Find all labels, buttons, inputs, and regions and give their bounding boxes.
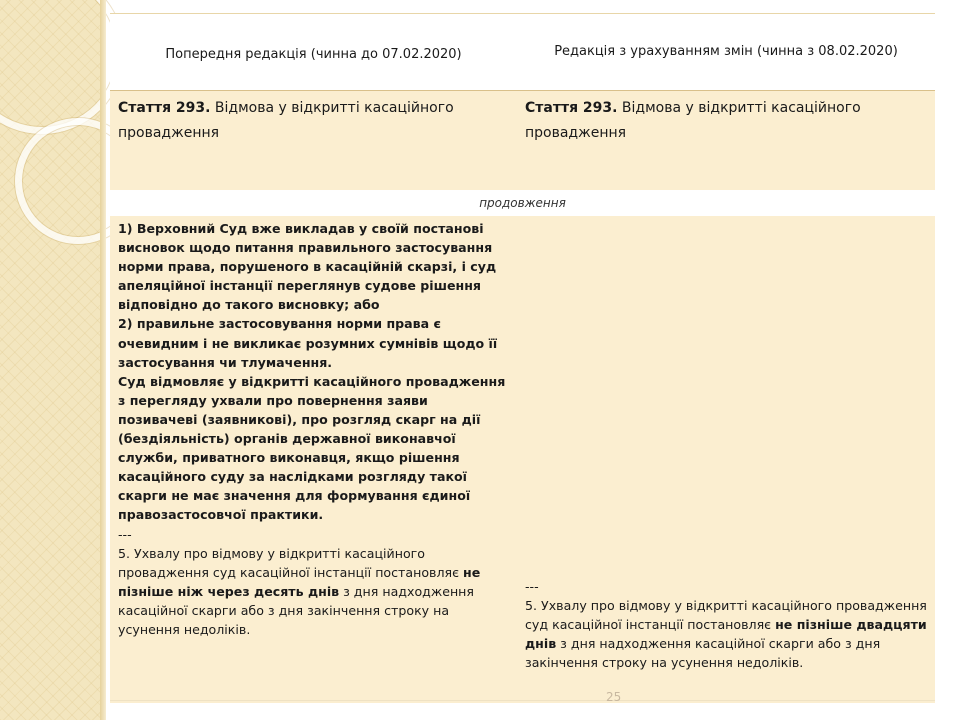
paragraph-5-end: з дня надходження касаційної скарги або з дня закінчення строку на усунення недоліків.	[118, 583, 474, 637]
omission-separator: ---	[118, 526, 132, 542]
paragraph-2: 2) правильне застосовування норми права є очевидним і не викликає розумних сумнівів щодо її застосування чи тлумачення.	[118, 316, 498, 370]
article-name: Відмова у відкритті касаційного провадження	[525, 100, 861, 141]
article-title-right	[517, 91, 935, 190]
bottom-divider	[110, 700, 935, 701]
paragraph-5-term: не пізніше двадцяти днів	[525, 617, 927, 652]
paragraph-5	[118, 544, 509, 639]
paragraph-5-end: з дня надходження касаційної скарги або з дня закінчення строку на усунення недоліків.	[525, 636, 881, 671]
article-body-right	[517, 216, 935, 703]
article-number: Стаття 293.	[525, 100, 618, 116]
comparison-table	[110, 13, 935, 703]
article-body-left	[110, 216, 517, 703]
article-title-row	[110, 90, 935, 190]
header-previous-edition: Попередня редакція (чинна до 07.02.2020)	[165, 47, 462, 62]
paragraph-5-start: 5. Ухвалу про відмову у відкритті касаційного провадження суд касаційної інстанції постановляє	[525, 598, 927, 633]
page-number: 25	[606, 690, 622, 704]
paragraph-3: Суд відмовляє у відкритті касаційного провадження з перегляду ухвали про повернення заяви позивачеві (заявникові), про розгляд скарг на дії (бездіяльність) органів державної виконавчої служби, приватного виконавця, якщо рішення касаційного суду за наслідками розгляду такої скарги не має значення для формування єдиної правозастосовчої практики.	[118, 373, 506, 523]
table-header-row	[110, 13, 935, 90]
omission-separator: ---	[525, 579, 539, 594]
article-name: Відмова у відкритті касаційного провадження	[118, 100, 454, 141]
paragraph-5-start: 5. Ухвалу про відмову у відкритті касаційного провадження суд касаційної інстанції постановляє	[118, 545, 464, 580]
article-title-left	[110, 91, 517, 190]
article-body-row	[110, 216, 935, 703]
paragraph-5	[525, 596, 927, 672]
paragraph-1: 1) Верховний Суд вже викладав у своїй постанові висновок щодо питання правильного застосування норми права, порушеного в касаційній скарзі, і суд апеляційної інстанції переглянув судове рішення відповідно до такого висновку; або	[118, 221, 497, 313]
paragraph-5-term: не пізніше ніж через десять днів	[118, 564, 481, 599]
continuation-row	[110, 190, 935, 216]
article-number: Стаття 293.	[118, 100, 211, 116]
decorative-left-band	[0, 0, 106, 720]
decorative-band-edge	[100, 0, 106, 720]
empty-space	[525, 219, 927, 577]
continuation-label: продовження	[479, 196, 566, 210]
header-new-edition: Редакція з урахуванням змін (чинна з 08.02.2020)	[554, 44, 898, 59]
